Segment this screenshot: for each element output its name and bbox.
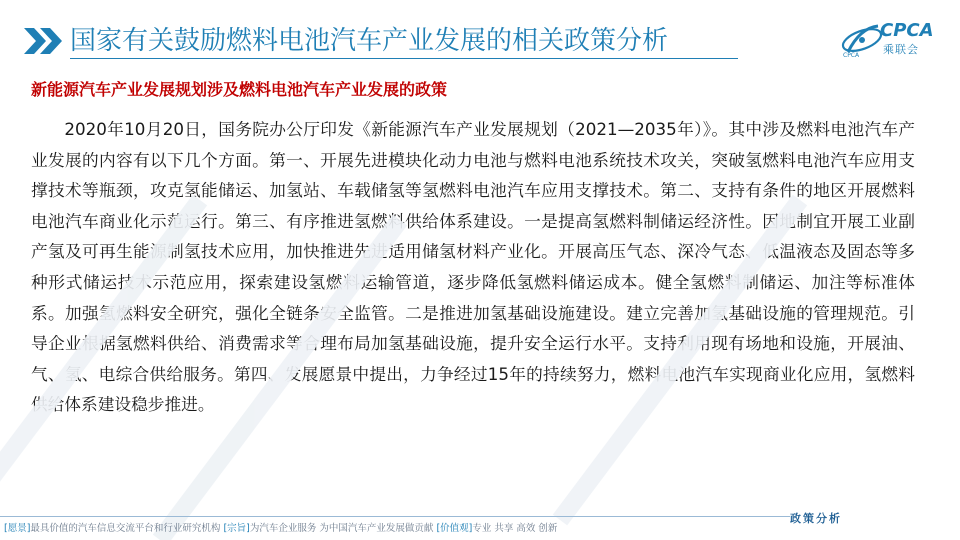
vision-tag: [愿景] (4, 523, 31, 534)
logo-subtext: 乘联会 (883, 43, 919, 56)
double-chevron-icon (22, 26, 66, 56)
logo-small-text: CPCA (843, 52, 860, 59)
mission-text: 为汽车企业服务 为中国汽车产业发展做贡献 (249, 523, 434, 534)
mission-tag: [宗旨] (223, 523, 250, 534)
page-title: 国家有关鼓励燃料电池汽车产业发展的相关政策分析 (70, 26, 669, 56)
section-heading: 新能源汽车产业发展规划涉及燃料电池汽车产业发展的政策 (31, 80, 448, 99)
policy-paragraph: 2020年10月20日，国务院办公厅印发《新能源汽车产业发展规划（2021—2035年）》。其中涉及燃料电池汽车产业发展的内容有以下几个方面。第一、开展先进模块化动力电池与燃料电池系统技术攻关，突破氢燃料电池汽车应用支撑技术等瓶颈，攻克氢能储运、加氢站、车载储氢等氢燃料电池汽车应用支撑技术。第二、支持有条件的地区开展燃料电池汽车商业化示范运行。第三、有序推进氢燃料供给体系建设。一是提高氢燃料制储运经济性。因地制宜开展工业副产氢及可再生能源制氢技术应用，加快推进先进适用储氢材料产业化。开展高压气态、深冷气态、低温液态及固态等多种形式储运技术示范应用，探索建设氢燃料运输管道，逐步降低氢燃料储运成本。健全氢燃料制储运、加注等标准体系。加强氢燃料安全研究，强化全链条安全监管。二是推进加氢基础设施建设。建立完善加氢基础设施的管理规范。引导企业根据氢燃料供给、消费需求等合理布局加氢基础设施，提升安全运行水平。支持利用现有场地和设施，开展油、气、氢、电综合供给服务。第四、发展愿景中提出，力争经过15年的持续努力，燃料电池汽车实现商业化应用，氢燃料供给体系建设稳步推进。 (31, 119, 915, 415)
footer-section-label: 政策分析 (790, 512, 842, 525)
title-underline (70, 58, 738, 59)
logo-wordmark: CPCA (880, 20, 934, 41)
vision-text: 最具价值的汽车信息交流平台和行业研究机构 (30, 523, 221, 534)
slide-header (0, 0, 960, 72)
footer-divider (0, 516, 790, 517)
values-text: 专业 共享 高效 创新 (472, 523, 558, 534)
footer-motto (4, 522, 557, 536)
values-tag: [价值观] (436, 523, 473, 534)
